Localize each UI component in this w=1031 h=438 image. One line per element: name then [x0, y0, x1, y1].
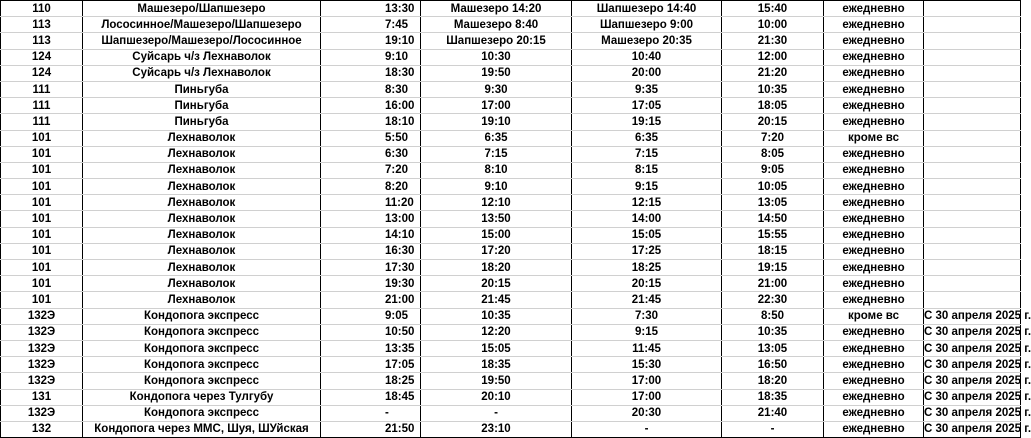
route-number: 132Э: [1, 324, 83, 340]
arrival-time: 18:20: [421, 260, 572, 276]
return-departure-time: 10:40: [572, 49, 722, 65]
return-arrival-time: 8:50: [722, 308, 824, 324]
departure-time: 13:00: [321, 211, 421, 227]
route-name: Кондопога через ММС, Шуя, ШУйская: [83, 421, 321, 437]
route-name: Шапшезеро/Машезеро/Лососинное: [83, 33, 321, 49]
return-departure-time: Шапшезеро 9:00: [572, 17, 722, 33]
operating-days: ежедневно: [824, 81, 924, 97]
departure-time: 5:50: [321, 130, 421, 146]
arrival-time: 13:50: [421, 211, 572, 227]
route-name: Пиньгуба: [83, 81, 321, 97]
return-arrival-time: 18:05: [722, 98, 824, 114]
return-arrival-time: 14:50: [722, 211, 824, 227]
operating-days: ежедневно: [824, 146, 924, 162]
route-name: Пиньгуба: [83, 114, 321, 130]
operating-days: ежедневно: [824, 357, 924, 373]
route-name: Лососинное/Машезеро/Шапшезеро: [83, 17, 321, 33]
route-name: Лехнаволок: [83, 211, 321, 227]
table-row: [1, 17, 1021, 33]
departure-time: 7:20: [321, 162, 421, 178]
route-name: Суйсарь ч/з Лехнаволок: [83, 65, 321, 81]
return-departure-time: 19:15: [572, 114, 722, 130]
table-row: [1, 81, 1021, 97]
arrival-time: 15:05: [421, 340, 572, 356]
operating-days: ежедневно: [824, 260, 924, 276]
route-name: Лехнаволок: [83, 130, 321, 146]
route-name: Кондопога экспресс: [83, 373, 321, 389]
validity-note: С 30 апреля 2025 г.: [924, 357, 1021, 373]
arrival-time: 23:10: [421, 421, 572, 437]
route-number: 101: [1, 130, 83, 146]
return-departure-time: 9:35: [572, 81, 722, 97]
return-arrival-time: 10:35: [722, 324, 824, 340]
return-arrival-time: 12:00: [722, 49, 824, 65]
return-departure-time: 17:00: [572, 389, 722, 405]
departure-time: 11:20: [321, 195, 421, 211]
departure-time: 13:30: [321, 1, 421, 17]
arrival-time: 10:35: [421, 308, 572, 324]
return-arrival-time: 7:20: [722, 130, 824, 146]
validity-note: [924, 243, 1021, 259]
operating-days: ежедневно: [824, 211, 924, 227]
validity-note: [924, 33, 1021, 49]
departure-time: 19:30: [321, 276, 421, 292]
route-number: 132Э: [1, 373, 83, 389]
return-arrival-time: 9:05: [722, 162, 824, 178]
return-departure-time: 17:25: [572, 243, 722, 259]
validity-note: [924, 146, 1021, 162]
arrival-time: 20:10: [421, 389, 572, 405]
operating-days: ежедневно: [824, 243, 924, 259]
return-departure-time: Шапшезеро 14:40: [572, 1, 722, 17]
operating-days: ежедневно: [824, 276, 924, 292]
departure-time: 16:00: [321, 98, 421, 114]
route-number: 111: [1, 114, 83, 130]
route-number: 101: [1, 146, 83, 162]
return-departure-time: 7:15: [572, 146, 722, 162]
return-arrival-time: 10:35: [722, 81, 824, 97]
operating-days: ежедневно: [824, 33, 924, 49]
route-number: 131: [1, 389, 83, 405]
route-number: 111: [1, 98, 83, 114]
operating-days: кроме вс: [824, 130, 924, 146]
route-name: Лехнаволок: [83, 276, 321, 292]
arrival-time: Шапшезеро 20:15: [421, 33, 572, 49]
table-row: [1, 405, 1021, 421]
departure-time: 8:20: [321, 179, 421, 195]
return-arrival-time: 16:50: [722, 357, 824, 373]
table-row: [1, 195, 1021, 211]
route-name: Лехнаволок: [83, 292, 321, 308]
arrival-time: 19:10: [421, 114, 572, 130]
return-arrival-time: 21:30: [722, 33, 824, 49]
table-row: [1, 227, 1021, 243]
return-departure-time: -: [572, 421, 722, 437]
table-row: [1, 340, 1021, 356]
table-row: [1, 179, 1021, 195]
table-row: [1, 389, 1021, 405]
validity-note: [924, 17, 1021, 33]
route-number: 132Э: [1, 340, 83, 356]
operating-days: ежедневно: [824, 65, 924, 81]
table-row: [1, 308, 1021, 324]
departure-time: 18:30: [321, 65, 421, 81]
arrival-time: 7:15: [421, 146, 572, 162]
departure-time: 21:00: [321, 292, 421, 308]
departure-time: 9:10: [321, 49, 421, 65]
table-row: [1, 260, 1021, 276]
route-number: 113: [1, 33, 83, 49]
route-name: Кондопога экспресс: [83, 357, 321, 373]
departure-time: 6:30: [321, 146, 421, 162]
arrival-time: 12:20: [421, 324, 572, 340]
arrival-time: 12:10: [421, 195, 572, 211]
return-arrival-time: 15:40: [722, 1, 824, 17]
return-departure-time: 11:45: [572, 340, 722, 356]
return-departure-time: 14:00: [572, 211, 722, 227]
validity-note: С 30 апреля 2025 г.: [924, 324, 1021, 340]
departure-time: -: [321, 405, 421, 421]
route-number: 124: [1, 49, 83, 65]
return-arrival-time: 13:05: [722, 340, 824, 356]
return-departure-time: 20:30: [572, 405, 722, 421]
route-number: 101: [1, 211, 83, 227]
table-row: [1, 65, 1021, 81]
operating-days: ежедневно: [824, 324, 924, 340]
validity-note: [924, 292, 1021, 308]
route-name: Кондопога через Тулгубу: [83, 389, 321, 405]
route-name: Кондопога экспресс: [83, 308, 321, 324]
route-name: Кондопога экспресс: [83, 340, 321, 356]
table-row: [1, 357, 1021, 373]
table-row: [1, 130, 1021, 146]
return-departure-time: 12:15: [572, 195, 722, 211]
route-number: 101: [1, 227, 83, 243]
operating-days: ежедневно: [824, 292, 924, 308]
validity-note: [924, 195, 1021, 211]
arrival-time: 10:30: [421, 49, 572, 65]
arrival-time: 6:35: [421, 130, 572, 146]
return-arrival-time: -: [722, 421, 824, 437]
route-number: 101: [1, 276, 83, 292]
route-number: 101: [1, 292, 83, 308]
return-arrival-time: 13:05: [722, 195, 824, 211]
departure-time: 8:30: [321, 81, 421, 97]
arrival-time: Машезеро 14:20: [421, 1, 572, 17]
table-row: [1, 33, 1021, 49]
return-arrival-time: 8:05: [722, 146, 824, 162]
validity-note: [924, 260, 1021, 276]
return-arrival-time: 21:40: [722, 405, 824, 421]
route-name: Кондопога экспресс: [83, 324, 321, 340]
route-name: Лехнаволок: [83, 195, 321, 211]
table-row: [1, 324, 1021, 340]
route-number: 101: [1, 195, 83, 211]
arrival-time: -: [421, 405, 572, 421]
return-departure-time: 15:30: [572, 357, 722, 373]
operating-days: ежедневно: [824, 340, 924, 356]
return-arrival-time: 15:55: [722, 227, 824, 243]
return-arrival-time: 19:15: [722, 260, 824, 276]
route-number: 124: [1, 65, 83, 81]
route-number: 132Э: [1, 308, 83, 324]
departure-time: 16:30: [321, 243, 421, 259]
validity-note: [924, 65, 1021, 81]
route-number: 132Э: [1, 357, 83, 373]
route-number: 132Э: [1, 405, 83, 421]
departure-time: 18:10: [321, 114, 421, 130]
table-row: [1, 114, 1021, 130]
arrival-time: 18:35: [421, 357, 572, 373]
departure-time: 9:05: [321, 308, 421, 324]
operating-days: ежедневно: [824, 1, 924, 17]
return-arrival-time: 10:00: [722, 17, 824, 33]
operating-days: ежедневно: [824, 227, 924, 243]
operating-days: ежедневно: [824, 389, 924, 405]
return-departure-time: 8:15: [572, 162, 722, 178]
departure-time: 18:45: [321, 389, 421, 405]
validity-note: [924, 179, 1021, 195]
arrival-time: 19:50: [421, 373, 572, 389]
arrival-time: 8:10: [421, 162, 572, 178]
return-arrival-time: 18:20: [722, 373, 824, 389]
validity-note: [924, 227, 1021, 243]
operating-days: ежедневно: [824, 114, 924, 130]
route-name: Лехнаволок: [83, 146, 321, 162]
return-departure-time: 20:00: [572, 65, 722, 81]
route-number: 101: [1, 260, 83, 276]
operating-days: кроме вс: [824, 308, 924, 324]
table-row: [1, 373, 1021, 389]
validity-note: [924, 162, 1021, 178]
departure-time: 14:10: [321, 227, 421, 243]
departure-time: 17:05: [321, 357, 421, 373]
validity-note: С 30 апреля 2025 г.: [924, 389, 1021, 405]
return-departure-time: 15:05: [572, 227, 722, 243]
validity-note: [924, 49, 1021, 65]
return-arrival-time: 21:00: [722, 276, 824, 292]
arrival-time: 20:15: [421, 276, 572, 292]
return-departure-time: 7:30: [572, 308, 722, 324]
validity-note: [924, 1, 1021, 17]
table-row: [1, 211, 1021, 227]
route-number: 111: [1, 81, 83, 97]
arrival-time: 19:50: [421, 65, 572, 81]
table-row: [1, 292, 1021, 308]
validity-note: [924, 81, 1021, 97]
validity-note: [924, 211, 1021, 227]
table-row: [1, 49, 1021, 65]
validity-note: С 30 апреля 2025 г.: [924, 340, 1021, 356]
route-number: 101: [1, 162, 83, 178]
table-row: [1, 421, 1021, 437]
return-departure-time: 17:05: [572, 98, 722, 114]
return-departure-time: Машезеро 20:35: [572, 33, 722, 49]
route-name: Лехнаволок: [83, 179, 321, 195]
validity-note: [924, 114, 1021, 130]
return-departure-time: 18:25: [572, 260, 722, 276]
route-name: Лехнаволок: [83, 227, 321, 243]
validity-note: [924, 98, 1021, 114]
validity-note: [924, 130, 1021, 146]
route-number: 110: [1, 1, 83, 17]
validity-note: С 30 апреля 2025 г.: [924, 405, 1021, 421]
arrival-time: 9:10: [421, 179, 572, 195]
route-name: Машезеро/Шапшезеро: [83, 1, 321, 17]
operating-days: ежедневно: [824, 179, 924, 195]
arrival-time: 21:45: [421, 292, 572, 308]
operating-days: ежедневно: [824, 373, 924, 389]
route-number: 113: [1, 17, 83, 33]
departure-time: 17:30: [321, 260, 421, 276]
departure-time: 13:35: [321, 340, 421, 356]
table-row: [1, 1, 1021, 17]
validity-note: С 30 апреля 2025 г.: [924, 373, 1021, 389]
route-name: Суйсарь ч/з Лехнаволок: [83, 49, 321, 65]
operating-days: ежедневно: [824, 421, 924, 437]
arrival-time: Машезеро 8:40: [421, 17, 572, 33]
departure-time: 21:50: [321, 421, 421, 437]
departure-time: 7:45: [321, 17, 421, 33]
operating-days: ежедневно: [824, 98, 924, 114]
route-name: Лехнаволок: [83, 162, 321, 178]
return-arrival-time: 20:15: [722, 114, 824, 130]
validity-note: С 30 апреля 2025 г.: [924, 308, 1021, 324]
operating-days: ежедневно: [824, 49, 924, 65]
return-departure-time: 20:15: [572, 276, 722, 292]
operating-days: ежедневно: [824, 162, 924, 178]
table-row: [1, 98, 1021, 114]
arrival-time: 9:30: [421, 81, 572, 97]
operating-days: ежедневно: [824, 195, 924, 211]
route-number: 101: [1, 243, 83, 259]
return-arrival-time: 10:05: [722, 179, 824, 195]
route-number: 101: [1, 179, 83, 195]
return-departure-time: 9:15: [572, 179, 722, 195]
route-name: Лехнаволок: [83, 243, 321, 259]
return-departure-time: 21:45: [572, 292, 722, 308]
table-row: [1, 276, 1021, 292]
validity-note: [924, 276, 1021, 292]
arrival-time: 15:00: [421, 227, 572, 243]
validity-note: С 30 апреля 2025 г.: [924, 421, 1021, 437]
route-number: 132: [1, 421, 83, 437]
route-name: Лехнаволок: [83, 260, 321, 276]
return-departure-time: 6:35: [572, 130, 722, 146]
route-name: Кондопога экспресс: [83, 405, 321, 421]
return-arrival-time: 18:35: [722, 389, 824, 405]
arrival-time: 17:20: [421, 243, 572, 259]
table-row: [1, 146, 1021, 162]
return-departure-time: 9:15: [572, 324, 722, 340]
table-row: [1, 243, 1021, 259]
departure-time: 10:50: [321, 324, 421, 340]
route-name: Пиньгуба: [83, 98, 321, 114]
departure-time: 18:25: [321, 373, 421, 389]
return-arrival-time: 21:20: [722, 65, 824, 81]
operating-days: ежедневно: [824, 17, 924, 33]
return-departure-time: 17:00: [572, 373, 722, 389]
arrival-time: 17:00: [421, 98, 572, 114]
return-arrival-time: 18:15: [722, 243, 824, 259]
operating-days: ежедневно: [824, 405, 924, 421]
return-arrival-time: 22:30: [722, 292, 824, 308]
table-row: [1, 162, 1021, 178]
departure-time: 19:10: [321, 33, 421, 49]
